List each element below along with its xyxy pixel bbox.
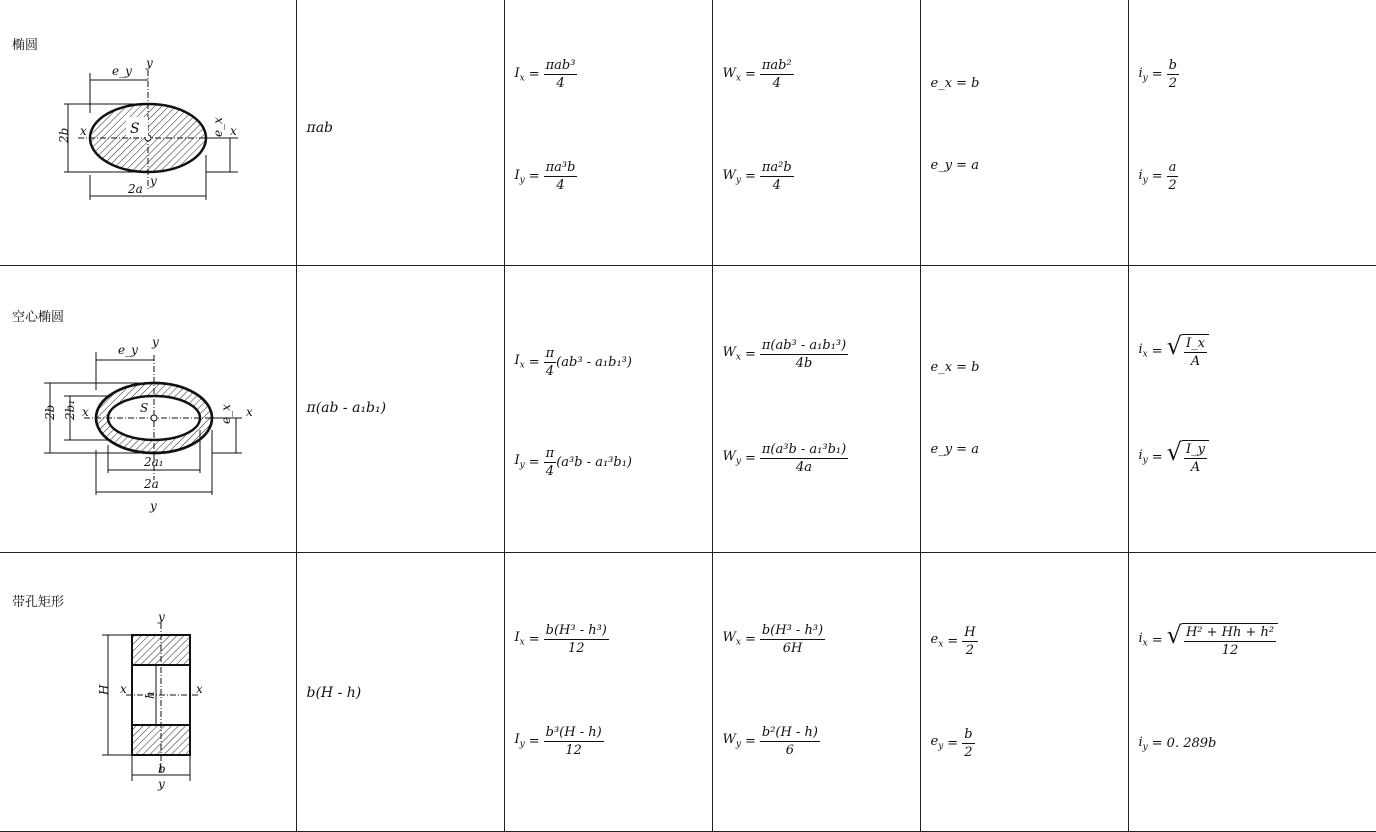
ey-formula: e_y = a	[930, 441, 979, 457]
wx-formula: $W_x$ = $\frac{\text{b(H³ - h³)}}{6H}$	[722, 622, 824, 656]
ix-radius-formula: $i_x$ = √ $\frac{I\_x}{A}$	[1139, 334, 1209, 369]
hollow-ellipse-figure	[36, 330, 266, 530]
ex-formula: $e_x$ = $\frac{H}{2}$	[930, 624, 976, 658]
y-axis-label: y	[146, 56, 153, 70]
shape-name: 椭圆	[12, 38, 39, 53]
iy-radius-formula: $i_y$ = √ $\frac{I\_y}{A}$	[1139, 440, 1209, 475]
2b-label: 2b	[43, 404, 57, 420]
area-cell	[296, 0, 504, 265]
inertia-cell	[504, 265, 712, 552]
ix-radius-formula: $i_y$ = $\frac{b}{2}$	[1138, 58, 1177, 91]
section-modulus-cell	[712, 0, 920, 265]
centroid-label: S	[130, 121, 140, 137]
ex-formula: e_x = b	[930, 76, 980, 91]
x-axis-label-right: x	[196, 681, 203, 696]
2b-label: 2b	[57, 127, 71, 143]
x-axis-label-right: x	[246, 404, 253, 419]
area-cell	[296, 552, 504, 831]
inertia-cell	[504, 0, 712, 265]
rectangle-with-hole-figure	[86, 613, 226, 793]
x-axis-label-left: x	[82, 404, 89, 419]
section-modulus-cell	[712, 265, 920, 552]
table-row-ellipse	[0, 0, 1376, 265]
ix-formula: $I_x$ = $\frac{\text{πab³}}{4}$	[514, 58, 576, 91]
ix-formula: $I_x$ = $\frac{\text{b(H³ - h³)}}{12}$	[514, 622, 607, 656]
section-modulus-cell	[712, 552, 920, 831]
2a-label: 2a	[128, 182, 143, 196]
table-row-rectangle-with-hole	[0, 552, 1376, 831]
ey-label: e_y	[118, 342, 138, 357]
shape-cell	[0, 0, 296, 265]
centroid-label: S	[140, 400, 149, 415]
iy-formula: $I_y$ = $\frac{\pi}{4}$ (a³b - a₁³b₁)	[514, 445, 632, 479]
iy-formula: $I_y$ = $\frac{\text{πa³b}}{4}$	[514, 160, 576, 193]
inertia-cell	[504, 552, 712, 831]
shape-cell	[0, 265, 296, 552]
shape-cell	[0, 552, 296, 831]
bottom-flange	[132, 725, 190, 755]
x-axis-label-left: x	[120, 681, 127, 696]
y-axis-label-bottom: y	[150, 174, 157, 188]
iy-radius-formula: $i_y$ = 0. 289b	[1138, 734, 1217, 753]
ey-label: e_y	[112, 64, 132, 78]
ellipse-figure	[50, 55, 250, 205]
wx-formula: $W_x$ = $\frac{\text{πab²}}{4}$	[722, 58, 792, 91]
ey-formula: e_y = a	[930, 158, 979, 173]
2b1-label: 2b₁	[63, 399, 77, 420]
shape-name: 空心椭圆	[12, 309, 65, 325]
shape-name: 带孔矩形	[12, 594, 65, 610]
y-axis-label: y	[152, 334, 159, 349]
area-formula: b(H - h)	[306, 684, 362, 701]
ex-formula: e_x = b	[930, 359, 980, 375]
2a1-label: 2a₁	[144, 454, 164, 469]
radius-cell	[1128, 0, 1376, 265]
x-axis-label-right: x	[230, 124, 237, 138]
radius-cell	[1128, 552, 1376, 831]
y-axis-label: y	[158, 612, 165, 624]
distance-cell	[920, 265, 1128, 552]
x-axis-label-left: x	[80, 124, 87, 138]
area-formula: πab	[306, 120, 334, 136]
y-axis-label-bottom: y	[158, 776, 165, 791]
wy-formula: $W_y$ = $\frac{\text{π(a³b - a₁³b₁)}}{4a}$	[722, 441, 847, 475]
ix-radius-formula: $i_x$ = √ $\frac{\text{H² + Hh + h²}}{12}$	[1139, 623, 1279, 658]
table-row-hollow-ellipse	[0, 265, 1376, 552]
b-label: b	[158, 761, 166, 776]
ex-label: e_x	[219, 403, 233, 424]
wx-formula: $W_x$ = $\frac{\text{π(ab³ - a₁b₁³)}}{4b}$	[722, 337, 847, 371]
2a-label: 2a	[144, 476, 159, 491]
iy-radius-formula: $i_y$ = $\frac{a}{2}$	[1138, 160, 1177, 193]
area-formula: π(ab - a₁b₁)	[306, 399, 387, 416]
wy-formula: $W_y$ = $\frac{\text{πa²b}}{4}$	[722, 160, 792, 193]
radius-cell	[1128, 265, 1376, 552]
wy-formula: $W_y$ = $\frac{\text{b²(H - h)}}{6}$	[722, 724, 818, 758]
ey-formula: $e_y$ = $\frac{b}{2}$	[930, 726, 973, 760]
h-label: h	[143, 690, 157, 699]
iy-formula: $I_y$ = $\frac{\text{b³(H - h)}}{12}$	[514, 724, 602, 758]
area-cell	[296, 265, 504, 552]
ix-formula: $I_x$ = $\frac{\pi}{4}$ (ab³ - a₁b₁³)	[514, 345, 632, 379]
ex-label: e_x	[211, 117, 225, 137]
y-axis-label-bottom: y	[150, 498, 157, 513]
H-label: H	[97, 684, 111, 695]
distance-cell	[920, 0, 1128, 265]
distance-cell	[920, 552, 1128, 831]
